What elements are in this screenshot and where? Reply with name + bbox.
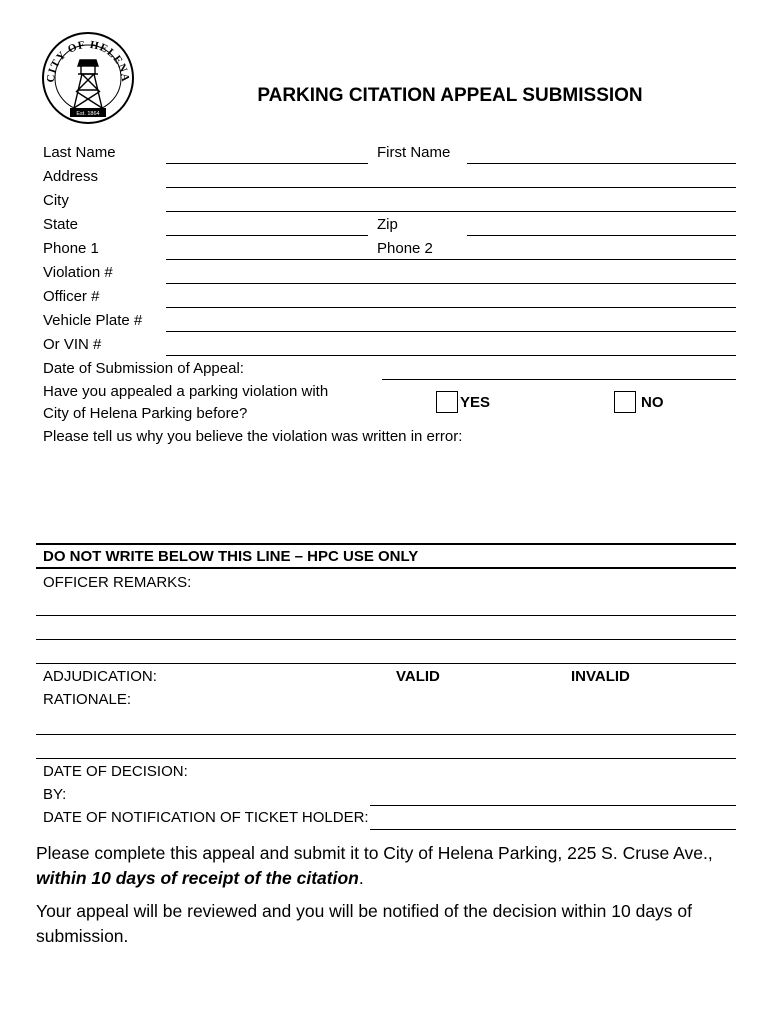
officer-label: Officer # bbox=[43, 288, 100, 305]
submission-instructions bbox=[36, 841, 746, 891]
phone1-label: Phone 1 bbox=[43, 240, 99, 257]
review-note: Your appeal will be reviewed and you will be notified of the decision within 10 days of submission. bbox=[36, 901, 693, 946]
address-label: Address bbox=[43, 168, 99, 185]
yes-label: YES bbox=[460, 394, 491, 411]
violation-label: Violation # bbox=[43, 264, 113, 281]
yes-checkbox[interactable] bbox=[436, 391, 458, 413]
state-field[interactable] bbox=[166, 235, 368, 236]
valid-option[interactable]: VALID bbox=[396, 668, 440, 685]
zip-label: Zip bbox=[377, 216, 398, 233]
reason-label: Please tell us why you believe the violation was written in error: bbox=[43, 428, 463, 445]
adjudication-label: ADJUDICATION: bbox=[43, 668, 157, 685]
rationale-line-1[interactable] bbox=[36, 734, 736, 735]
address-field[interactable] bbox=[166, 187, 736, 188]
appealed-question-line2: City of Helena Parking before? bbox=[43, 405, 248, 422]
office-use-header: DO NOT WRITE BELOW THIS LINE – HPC USE ONLY bbox=[43, 548, 419, 565]
phone1-field[interactable] bbox=[166, 259, 736, 260]
by-field[interactable] bbox=[370, 805, 736, 806]
date-submission-field[interactable] bbox=[382, 379, 736, 380]
officer-remarks-label: OFFICER REMARKS: bbox=[43, 574, 192, 591]
officer-remarks-line-1[interactable] bbox=[36, 615, 736, 616]
seal-graphic bbox=[40, 30, 136, 126]
by-label: BY: bbox=[43, 786, 67, 803]
appealed-question-line1: Have you appealed a parking violation with bbox=[43, 383, 329, 400]
vin-label: Or VIN # bbox=[43, 336, 102, 353]
seal-text: CITY OF HELENA bbox=[44, 38, 132, 84]
no-checkbox[interactable] bbox=[614, 391, 636, 413]
vehicle-plate-field[interactable] bbox=[166, 331, 736, 332]
city-label: City bbox=[43, 192, 69, 209]
last-name-field[interactable] bbox=[166, 163, 368, 164]
violation-field[interactable] bbox=[166, 283, 736, 284]
office-divider-top bbox=[36, 543, 736, 545]
last-name-label: Last Name bbox=[43, 144, 116, 161]
vehicle-plate-label: Vehicle Plate # bbox=[43, 312, 143, 329]
first-name-field[interactable] bbox=[467, 163, 736, 164]
no-label: NO bbox=[641, 394, 664, 411]
vin-field[interactable] bbox=[166, 355, 736, 356]
rationale-line-2[interactable] bbox=[36, 758, 736, 759]
officer-field[interactable] bbox=[166, 307, 736, 308]
officer-remarks-line-2[interactable] bbox=[36, 639, 736, 640]
office-divider-bottom bbox=[36, 567, 736, 569]
invalid-option[interactable]: INVALID bbox=[571, 668, 630, 685]
city-field[interactable] bbox=[166, 211, 736, 212]
phone2-label: Phone 2 bbox=[377, 240, 433, 257]
instruction-deadline-text: within 10 days of receipt of the citation bbox=[36, 868, 359, 888]
date-submission-label: Date of Submission of Appeal: bbox=[43, 360, 244, 377]
instruction-main-text: Please complete this appeal and submit it to City of Helena Parking, 225 S. Cruse Ave., bbox=[36, 843, 713, 863]
first-name-label: First Name bbox=[377, 144, 451, 161]
seal-est-text: Est. 1864 bbox=[76, 111, 100, 117]
instruction-end-text: . bbox=[358, 868, 364, 888]
reason-textarea[interactable] bbox=[36, 450, 736, 538]
city-seal-logo bbox=[40, 30, 136, 126]
date-of-decision-label: DATE OF DECISION: bbox=[43, 763, 188, 780]
zip-field[interactable] bbox=[467, 235, 736, 236]
rationale-label: RATIONALE: bbox=[43, 691, 132, 708]
state-label: State bbox=[43, 216, 79, 233]
officer-remarks-line-3[interactable] bbox=[36, 663, 736, 664]
date-notification-label: DATE OF NOTIFICATION OF TICKET HOLDER: bbox=[43, 809, 369, 826]
date-notification-field[interactable] bbox=[370, 829, 736, 830]
page-title: PARKING CITATION APPEAL SUBMISSION bbox=[257, 85, 643, 106]
